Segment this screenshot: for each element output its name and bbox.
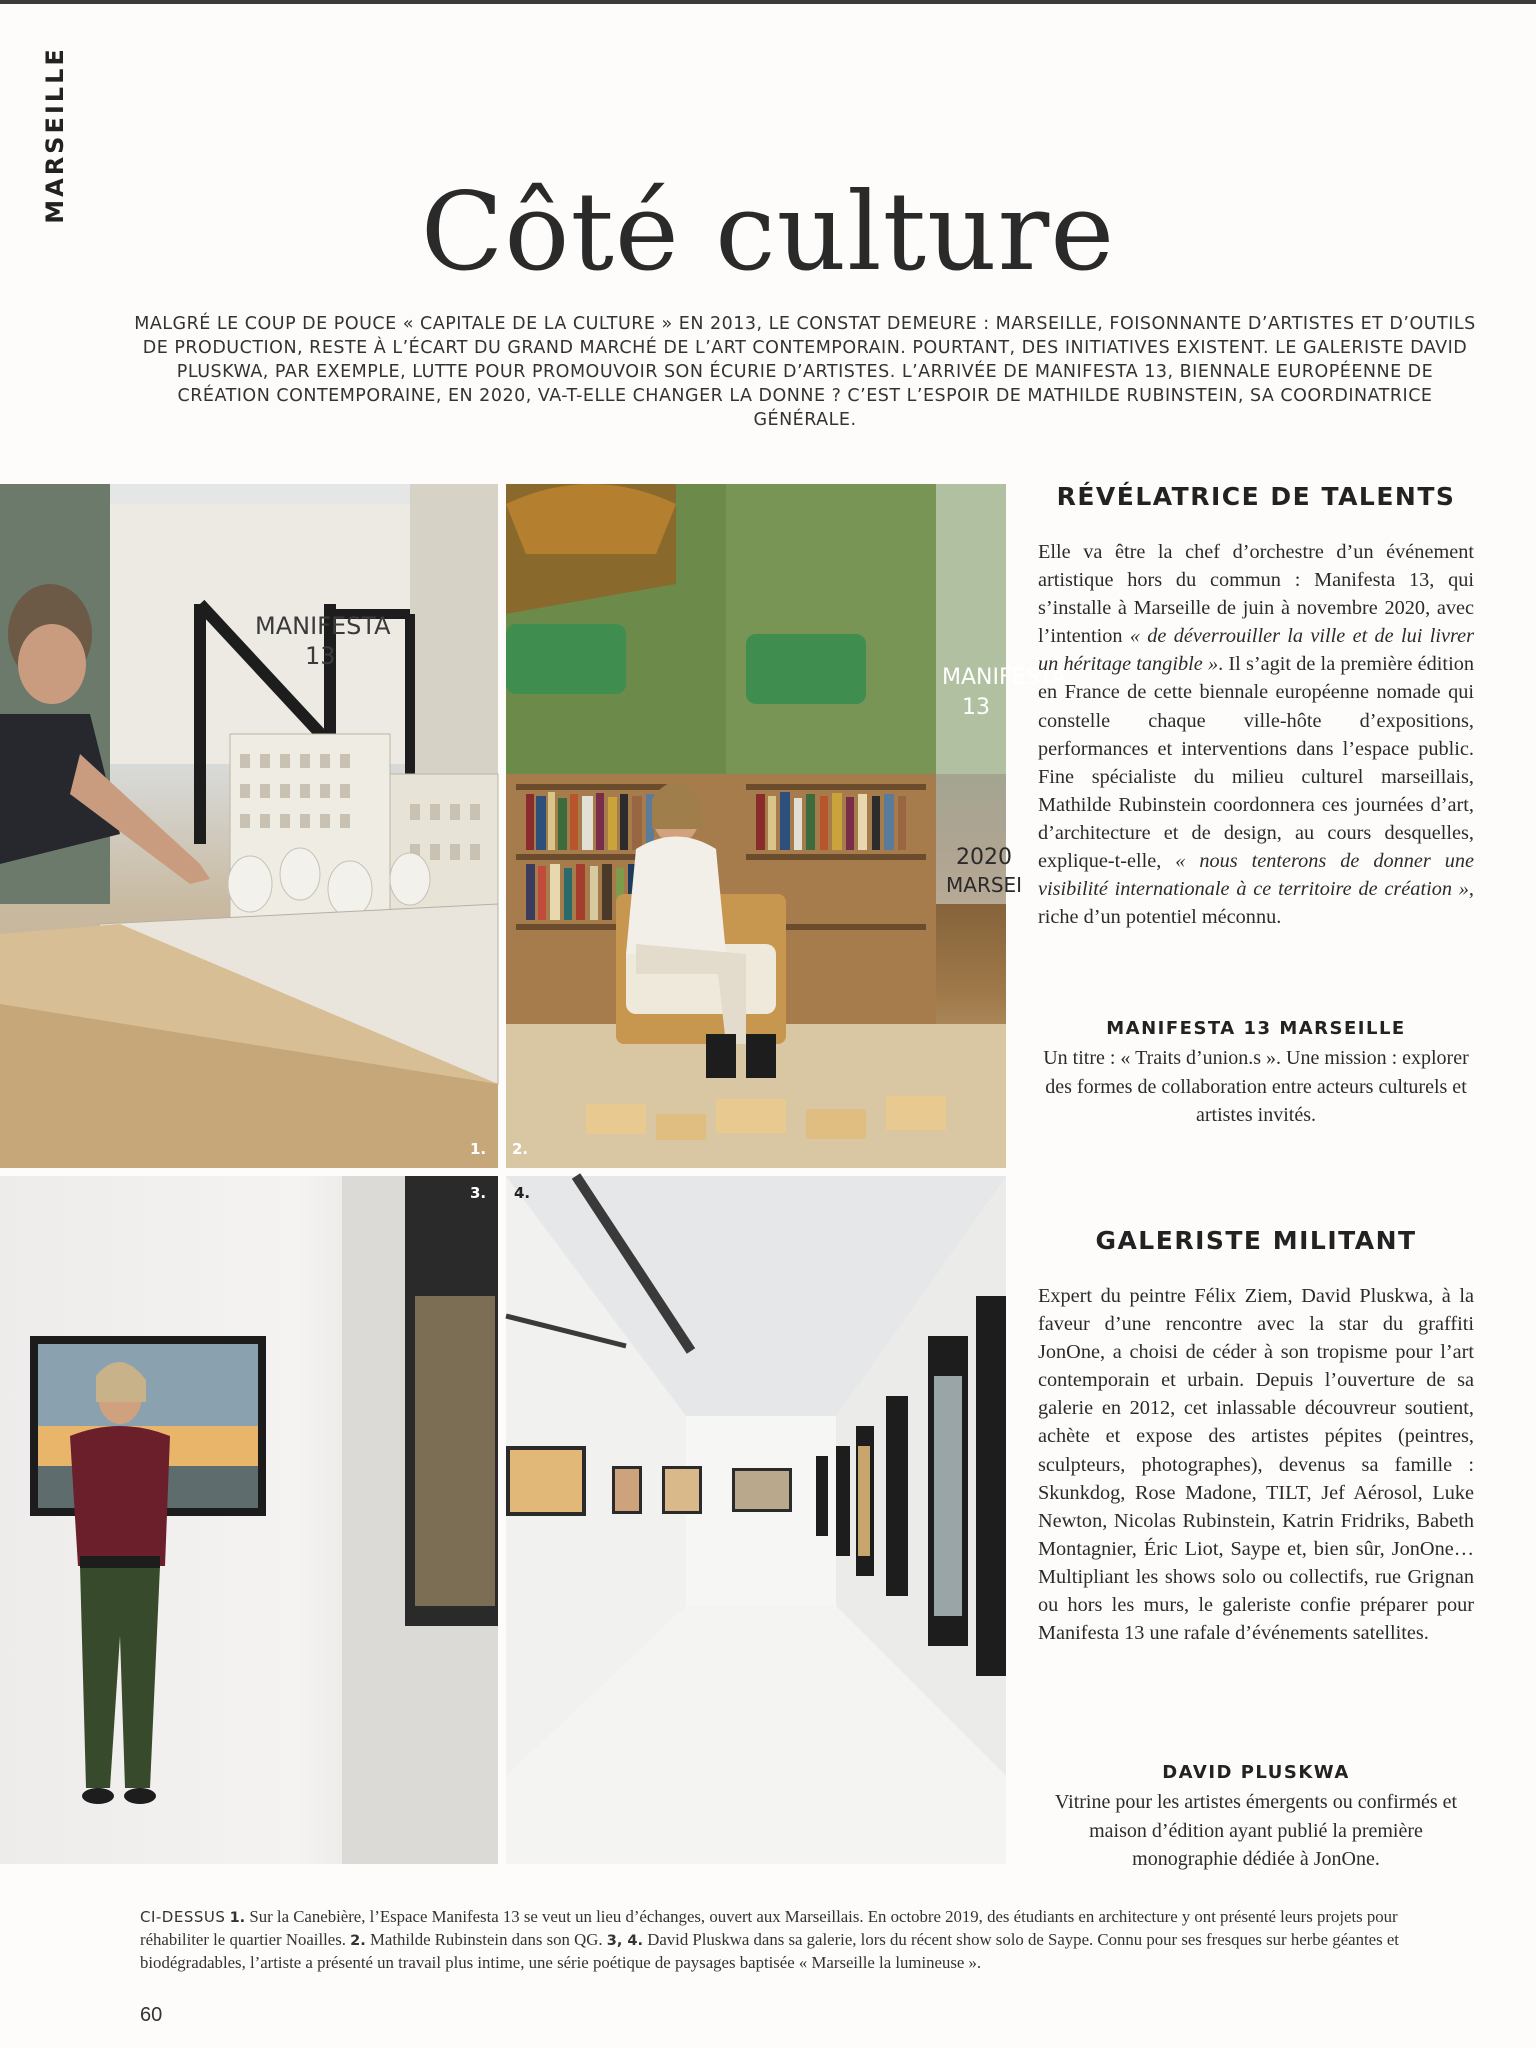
article-heading-galeriste: GALERISTE MILITANT (1095, 1226, 1417, 1255)
article-heading-revelatrice: RÉVÉLATRICE DE TALENTS (1056, 482, 1456, 511)
photo-library-portrait (506, 484, 1067, 1168)
section-tag-label: MARSEILLE (41, 46, 69, 224)
caption-text: David Pluskwa dans sa galerie, lors du récent show solo de Saype. Connu pour ses fresques sur herbe géantes et biodégradables, l’artiste a présenté un travail plus intime, une série poétique de paysages baptisée « Marseille la lumineuse ». (140, 1930, 1399, 1972)
caption-text: Mathilde Rubinstein dans son QG. (365, 1930, 607, 1949)
photo-library-portrait-illustration (506, 484, 1067, 1168)
photo-number-2: 2. (512, 1140, 529, 1158)
article-quote: « nous tenterons de donner une visibilité internationale à ce territoire de création » (1038, 850, 1474, 901)
blurb-manifesta: Un titre : « Traits d’union.s ». Une mission : explorer des formes de collaboration entre acteurs culturels et artistes invités. (1043, 1047, 1469, 1126)
article-body-part: , riche d’un potentiel méconnu. (1038, 878, 1474, 929)
photo-gallery-corridor (506, 1176, 1006, 1864)
article-quote: « de déverrouiller la ville et de lui livrer un héritage tangible » (1038, 625, 1474, 676)
article-body-part: . Il s’agit de la première édition en France de cette biennale européenne nomade qui constelle chaque ville-hôte d’expositions, performances et interventions dans l’espace public. Fine spécialiste du milieu culturel marseillais, Mathilde Rubinstein coordonnera ces journées d’art, d’architecture et de design, au cours desquelles, explique-t-elle, (1038, 653, 1474, 873)
window-text-13: 13 (305, 642, 336, 670)
page-number: 60 (140, 2004, 163, 2026)
window-text-13-2: 13 (962, 695, 990, 720)
subheading-manifesta: MANIFESTA 13 MARSEILLE (1106, 1018, 1406, 1039)
article-body-revelatrice (1038, 538, 1474, 931)
window-text-manifesta: MANIFESTA (255, 612, 391, 640)
photo-gallerist-portrait (0, 1176, 498, 1864)
window-text-marsei: MARSEI (946, 873, 1023, 897)
blurb-pluskwa: Vitrine pour les artistes émergents ou confirmés et maison d’édition ayant publié la première monographie dédiée à JonOne. (1054, 1791, 1458, 1870)
intro-paragraph: MALGRÉ LE COUP DE POUCE « CAPITALE DE LA CULTURE » EN 2013, LE CONSTAT DEMEURE : MARSEILLE, FOISONNANTE D’ARTISTES ET D’OUTILS DE PRODUCTION, RESTE À L’ÉCART DU GRAND MARCHÉ DE L’ART CONTEMPORAIN. POURTANT, DES INITIATIVES EXISTENT. LE GALERISTE DAVID PLUSKWA, PAR EXEMPLE, LUTTE POUR PROMOUVOIR SON ÉCURIE D’ARTISTES. L’ARRIVÉE DE MANIFESTA 13, BIENNALE EUROPÉENNE DE CRÉATION CONTEMPORAINE, EN 2020, VA-T-ELLE CHANGER LA DONNE ? C’EST L’ESPOIR DE MATHILDE RUBINSTEIN, SA COORDINATRICE GÉNÉRALE. (134, 314, 1476, 430)
photo-number-3: 3. (470, 1184, 487, 1202)
caption-number: 3, 4. (606, 1933, 644, 1949)
caption-number: 1. (229, 1910, 246, 1926)
caption-number: 2. (350, 1933, 366, 1949)
caption-text: Sur la Canebière, l’Espace Manifesta 13 se veut un lieu d’échanges, ouvert aux Marseillais. En octobre 2019, des étudiants en architecture y ont présenté leurs projets pour réhabiliter le quartier Noailles. (140, 1907, 1398, 1949)
photo-architecture-model-illustration (0, 484, 498, 1168)
photo-gallery-corridor-illustration (506, 1176, 1006, 1864)
article-body-galeriste: Expert du peintre Félix Ziem, David Pluskwa, à la faveur d’une rencontre avec la star du graffiti JonOne, a choisi de céder à son tropisme pour l’art contemporain et urbain. Depuis l’ouverture de sa galerie en 2012, cet inlassable découvreur soutient, achète et expose des artistes pépites (peintres, sculpteurs, photographes), devenus sa famille : Skunkdog, Rose Madone, TILT, Jef Aérosol, Luke Newton, Nicolas Rubinstein, Katrin Fridriks, Babeth Montagnier, Éric Liot, Saype et, bien sûr, JonOne… Multipliant les shows solo ou collectifs, rue Grignan ou hors les murs, le galeriste confie préparer pour Manifesta 13 une rafale d’événements satellites. (1038, 1285, 1474, 1645)
photo-architecture-model (0, 484, 498, 1168)
photo-number-4: 4. (514, 1184, 531, 1202)
caption-lead: CI-DESSUS (140, 1908, 226, 1926)
article-body-part: Elle va être la chef d’orchestre d’un événement artistique hors du commun : Manifesta 13, qui s’installe à Marseille de juin à novembre 2020, avec l’intention (1038, 541, 1474, 648)
subheading-pluskwa: DAVID PLUSKWA (1162, 1762, 1350, 1783)
window-text-manifesta-2: MANIFESTA (942, 665, 1067, 690)
photo-number-1: 1. (470, 1140, 487, 1158)
photo-gallerist-portrait-illustration (0, 1176, 498, 1864)
top-rule (0, 0, 1536, 4)
window-text-2020: 2020 (956, 845, 1012, 870)
photo-caption (140, 1906, 1470, 1974)
page-title: Côté culture (420, 170, 1116, 295)
